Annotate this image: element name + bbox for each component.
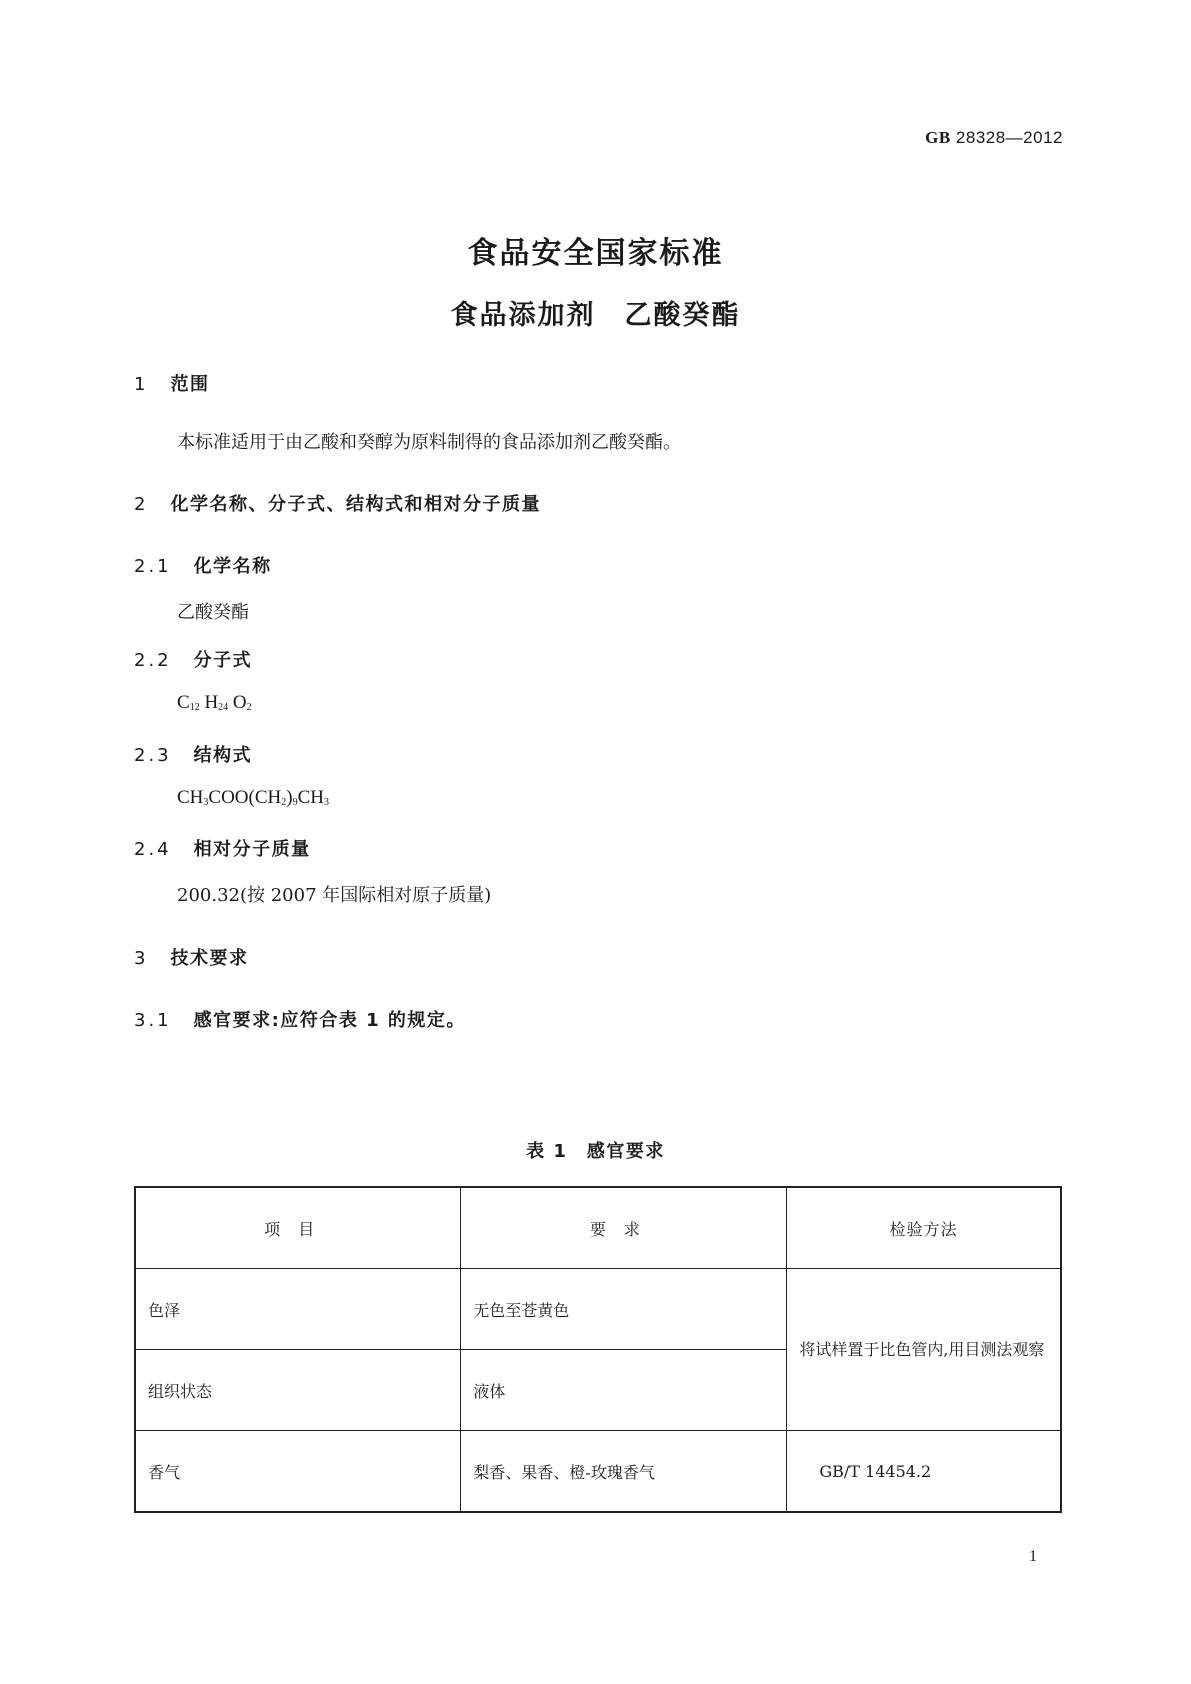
section-title: 相对分子质量 [193, 839, 311, 860]
formula-part: CH [177, 787, 204, 808]
section-title: 范围 [170, 374, 210, 395]
sensory-requirements-table [134, 1186, 1062, 1513]
section-title: 技术要求 [170, 948, 249, 969]
formula-subscript: 9 [292, 797, 298, 808]
section-3-heading [134, 944, 248, 970]
section-title: 分子式 [193, 650, 253, 671]
table-cell-requirement: 液体 [461, 1350, 787, 1431]
table-cell-item: 组织状态 [135, 1350, 461, 1431]
page-number: 1 [1029, 1548, 1037, 1565]
table-cell-method: GB/T 14454.2 [787, 1431, 1061, 1513]
section-title: 化学名称 [193, 556, 272, 577]
formula-part: ) [286, 787, 293, 808]
standard-number: 28328—2012 [955, 128, 1063, 147]
molecular-formula [177, 692, 252, 714]
formula-part: COO(CH [208, 787, 282, 808]
section-title: 感官要求:应符合表 1 的规定。 [193, 1010, 466, 1031]
formula-subscript: 2 [246, 702, 252, 713]
scope-text: 本标准适用于由乙酸和癸醇为原料制得的食品添加剂乙酸癸酯。 [177, 432, 681, 453]
section-number: 2.1 [134, 556, 172, 577]
table-cell-requirement: 无色至苍黄色 [461, 1269, 787, 1350]
table-header-item: 项目 [135, 1187, 461, 1269]
section-2-heading [134, 490, 541, 516]
formula-subscript: 12 [189, 702, 200, 713]
table-header-method: 检验方法 [787, 1187, 1061, 1269]
section-number: 3 [134, 948, 149, 969]
formula-part: H [204, 692, 219, 713]
chemical-name: 乙酸癸酯 [177, 602, 249, 623]
formula-subscript: 3 [203, 797, 209, 808]
section-number: 3.1 [134, 1010, 172, 1031]
table-cell-shared-method: 将试样置于比色管内,用目测法观察 [787, 1269, 1061, 1431]
section-2-1-heading [134, 552, 272, 578]
standard-code [925, 128, 1063, 148]
section-title: 化学名称、分子式、结构式和相对分子质量 [170, 494, 541, 515]
formula-part: C [177, 692, 190, 713]
formula-part: O [232, 692, 247, 713]
formula-subscript: 3 [323, 797, 329, 808]
section-number: 2.4 [134, 839, 172, 860]
table-cell-requirement: 梨香、果香、橙-玫瑰香气 [461, 1431, 787, 1513]
section-title: 结构式 [193, 745, 253, 766]
section-2-4-heading [134, 835, 311, 861]
document-title: 食品安全国家标准 [467, 236, 724, 271]
structural-formula [177, 787, 329, 809]
table-row [135, 1269, 1061, 1350]
molecular-mass: 200.32(按 2007 年国际相对原子质量) [177, 885, 492, 906]
table-header-requirement: 要求 [461, 1187, 787, 1269]
section-2-3-heading [134, 741, 252, 767]
section-number: 2.3 [134, 745, 172, 766]
table-cell-item: 色泽 [135, 1269, 461, 1350]
formula-subscript: 2 [281, 797, 287, 808]
section-number: 2.2 [134, 650, 172, 671]
table-row [135, 1431, 1061, 1513]
table-caption: 表 1 感官要求 [526, 1141, 665, 1162]
standard-prefix: GB [925, 128, 951, 147]
section-2-2-heading [134, 646, 252, 672]
section-1-heading [134, 370, 209, 396]
table-cell-item: 香气 [135, 1431, 461, 1513]
section-3-1-heading [134, 1006, 466, 1032]
section-number: 1 [134, 374, 149, 395]
formula-subscript: 24 [218, 702, 229, 713]
section-number: 2 [134, 494, 149, 515]
document-subtitle: 食品添加剂 乙酸癸酯 [450, 300, 741, 331]
formula-part: CH [297, 787, 324, 808]
table-header-row [135, 1187, 1061, 1269]
